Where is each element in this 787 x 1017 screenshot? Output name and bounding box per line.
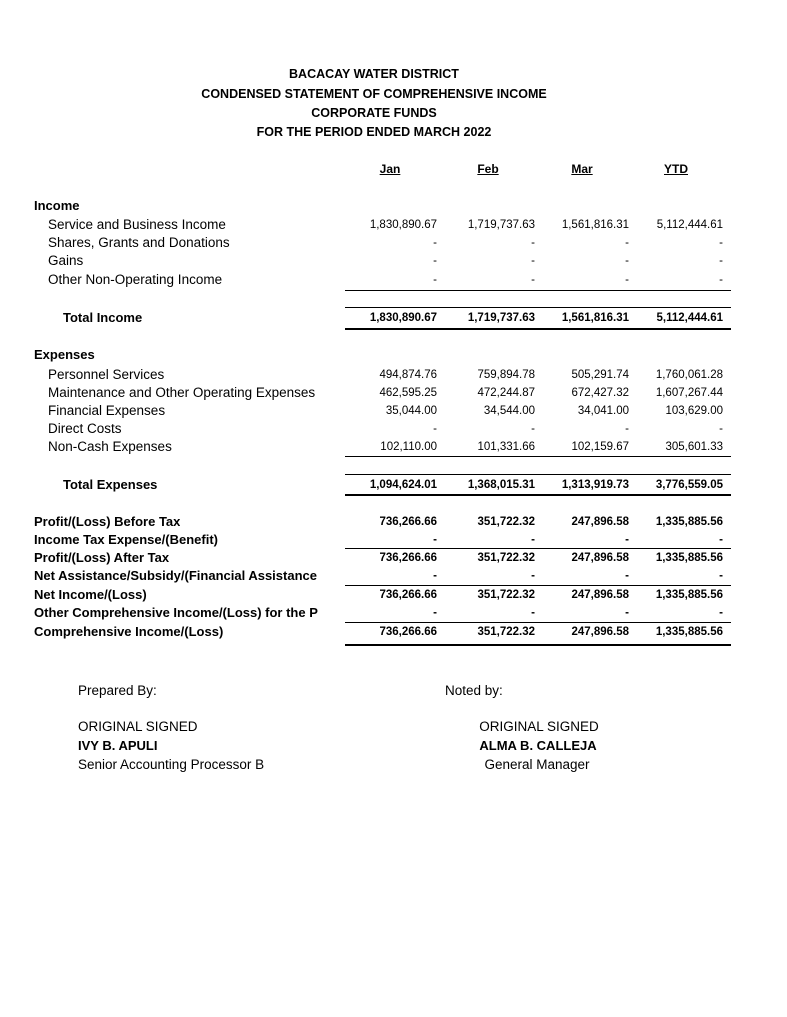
income-tax-row [0, 532, 787, 548]
cell-ytd: 1,335,885.56 [655, 516, 723, 528]
cell-mar: 247,896.58 [571, 626, 629, 638]
cell-jan: 494,874.76 [379, 369, 437, 381]
noted-by-status: ORIGINAL SIGNED [479, 719, 599, 734]
prepared-by-title: Senior Accounting Processor B [78, 757, 265, 772]
cell-ytd: 1,335,885.56 [655, 552, 723, 564]
cell-feb: - [531, 570, 535, 582]
column-header-ytd: YTD [664, 162, 688, 176]
noted-by-title: General Manager [484, 757, 590, 772]
divider [345, 585, 731, 586]
row-label: Profit/(Loss) Before Tax [34, 514, 181, 529]
row-label: Personnel Services [48, 367, 165, 382]
cell-jan: 462,595.25 [379, 387, 437, 399]
other-comprehensive-income-row [0, 605, 787, 621]
income-section-heading: Income [34, 198, 80, 213]
cell-ytd: - [719, 237, 723, 249]
divider [345, 474, 731, 475]
row-label: Service and Business Income [48, 217, 226, 232]
cell-mar: - [625, 423, 629, 435]
cell-ytd: 1,607,267.44 [655, 387, 723, 399]
cell-ytd: 1,335,885.56 [655, 626, 723, 638]
cell-jan: - [433, 255, 437, 267]
cell-mar: 1,561,816.31 [561, 219, 629, 231]
row-label: Income Tax Expense/(Benefit) [34, 532, 218, 547]
cell-ytd: 305,601.33 [665, 441, 723, 453]
row-label: Financial Expenses [48, 403, 166, 418]
cell-ytd: 3,776,559.05 [655, 479, 723, 491]
cell-feb: 1,368,015.31 [467, 479, 535, 491]
row-label: Net Assistance/Subsidy/(Financial Assistance [34, 568, 317, 583]
divider [345, 456, 731, 457]
cell-jan: - [433, 423, 437, 435]
divider [345, 290, 731, 291]
table-row [0, 367, 787, 383]
cell-feb: - [531, 534, 535, 546]
cell-feb: 1,719,737.63 [467, 312, 535, 324]
cell-ytd: 5,112,444.61 [656, 312, 723, 324]
cell-jan: 102,110.00 [380, 441, 437, 453]
cell-feb: 759,894.78 [477, 369, 535, 381]
cell-ytd: - [719, 255, 723, 267]
cell-feb: 1,719,737.63 [467, 219, 535, 231]
column-header-mar: Mar [571, 162, 593, 176]
column-header-feb: Feb [477, 162, 499, 176]
cell-mar: - [625, 534, 629, 546]
cell-ytd: 1,335,885.56 [655, 589, 723, 601]
cell-feb: 351,722.32 [477, 589, 535, 601]
prepared-by-status: ORIGINAL SIGNED [78, 719, 198, 734]
noted-by-caption: Noted by: [445, 683, 503, 698]
total-income-row [0, 310, 787, 326]
table-row [0, 421, 787, 437]
row-label: Direct Costs [48, 421, 122, 436]
comprehensive-income-row [0, 624, 787, 640]
cell-jan: - [433, 237, 437, 249]
cell-mar: 505,291.74 [571, 369, 629, 381]
cell-feb: - [531, 255, 535, 267]
cell-jan: 1,830,890.67 [369, 219, 437, 231]
net-assistance-row [0, 568, 787, 584]
cell-feb: 34,544.00 [483, 405, 535, 417]
cell-feb: 351,722.32 [477, 516, 535, 528]
cell-ytd: 5,112,444.61 [656, 219, 723, 231]
cell-ytd: - [719, 534, 723, 546]
row-label: Total Income [63, 310, 143, 325]
cell-ytd: - [719, 423, 723, 435]
table-row [0, 253, 787, 269]
cell-jan: - [433, 274, 437, 286]
cell-jan: 736,266.66 [379, 516, 437, 528]
row-label: Maintenance and Other Operating Expenses [48, 385, 316, 400]
row-label: Total Expenses [63, 477, 158, 492]
cell-jan: - [433, 570, 437, 582]
cell-mar: 247,896.58 [571, 552, 629, 564]
row-label: Other Comprehensive Income/(Loss) for the P [34, 605, 318, 620]
cell-jan: 736,266.66 [379, 589, 437, 601]
cell-jan: 1,094,624.01 [369, 479, 437, 491]
cell-feb: - [531, 607, 535, 619]
cell-mar: - [625, 274, 629, 286]
cell-feb: 351,722.32 [477, 626, 535, 638]
district-name: BACACAY WATER DISTRICT [289, 67, 459, 81]
cell-mar: - [625, 255, 629, 267]
table-row [0, 217, 787, 233]
cell-jan: - [433, 607, 437, 619]
cell-feb: 101,331.66 [477, 441, 535, 453]
statement-title: CONDENSED STATEMENT OF COMPREHENSIVE INCOME [201, 87, 547, 101]
row-label: Comprehensive Income/(Loss) [34, 624, 224, 639]
cell-feb: - [531, 237, 535, 249]
column-header-jan: Jan [379, 162, 401, 176]
divider [345, 548, 731, 549]
period-label: FOR THE PERIOD ENDED MARCH 2022 [256, 125, 492, 139]
cell-mar: - [625, 237, 629, 249]
cell-ytd: - [719, 607, 723, 619]
cell-feb: - [531, 274, 535, 286]
cell-feb: 351,722.32 [477, 552, 535, 564]
row-label: Non-Cash Expenses [48, 439, 172, 454]
prepared-by-caption: Prepared By: [78, 683, 157, 698]
total-expenses-row [0, 477, 787, 493]
cell-feb: - [531, 423, 535, 435]
cell-mar: 34,041.00 [577, 405, 629, 417]
cell-jan: 736,266.66 [379, 552, 437, 564]
cell-mar: - [625, 570, 629, 582]
expenses-section-heading: Expenses [34, 347, 95, 362]
table-row [0, 272, 787, 288]
cell-jan: 1,830,890.67 [369, 312, 437, 324]
net-income-row [0, 587, 787, 603]
divider [345, 494, 731, 496]
fund-type: CORPORATE FUNDS [311, 106, 437, 120]
row-label: Gains [48, 253, 84, 268]
cell-feb: 472,244.87 [477, 387, 535, 399]
cell-ytd: - [719, 274, 723, 286]
cell-mar: 672,427.32 [571, 387, 629, 399]
table-row [0, 385, 787, 401]
divider [345, 644, 731, 646]
row-label: Profit/(Loss) After Tax [34, 550, 170, 565]
profit-after-tax-row [0, 550, 787, 566]
profit-before-tax-row [0, 514, 787, 530]
cell-jan: - [433, 534, 437, 546]
cell-jan: 35,044.00 [385, 405, 437, 417]
cell-ytd: 103,629.00 [665, 405, 723, 417]
row-label: Other Non-Operating Income [48, 272, 223, 287]
table-row [0, 235, 787, 251]
divider [345, 307, 731, 308]
prepared-by-name: IVY B. APULI [78, 738, 158, 753]
divider [345, 622, 731, 623]
divider [345, 328, 731, 330]
cell-ytd: 1,760,061.28 [655, 369, 723, 381]
cell-ytd: - [719, 570, 723, 582]
cell-mar: 247,896.58 [571, 589, 629, 601]
cell-mar: - [625, 607, 629, 619]
table-row [0, 403, 787, 419]
row-label: Shares, Grants and Donations [48, 235, 230, 250]
cell-jan: 736,266.66 [379, 626, 437, 638]
table-row [0, 439, 787, 455]
cell-mar: 1,313,919.73 [561, 479, 629, 491]
cell-mar: 247,896.58 [571, 516, 629, 528]
noted-by-name: ALMA B. CALLEJA [479, 738, 597, 753]
cell-mar: 1,561,816.31 [561, 312, 629, 324]
row-label: Net Income/(Loss) [34, 587, 147, 602]
cell-mar: 102,159.67 [571, 441, 629, 453]
